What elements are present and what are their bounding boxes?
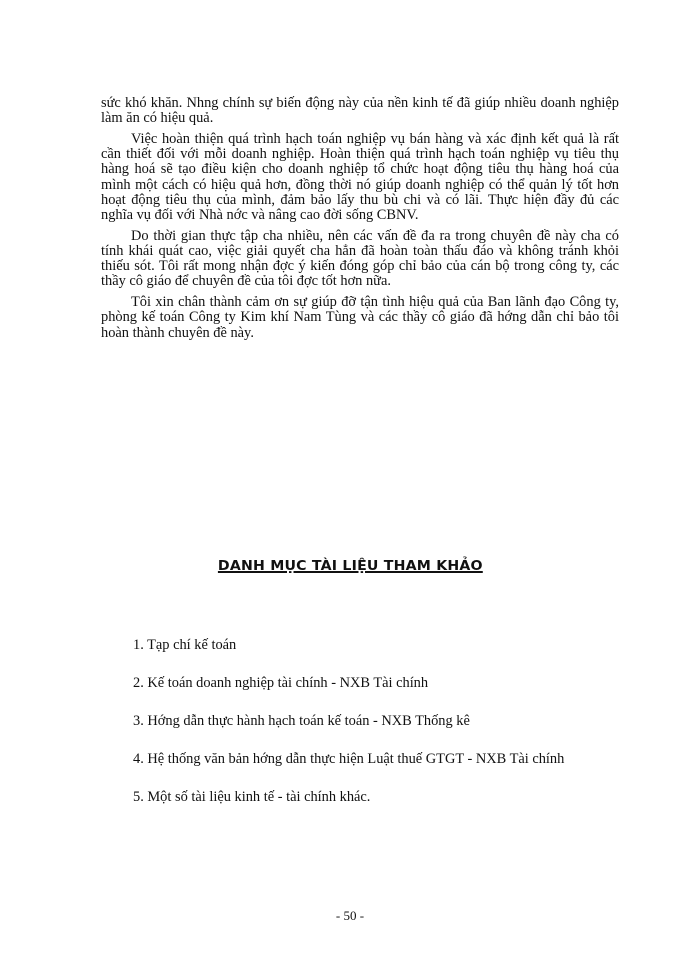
paragraph-4: Tôi xin chân thành cảm ơn sự giúp đỡ tận tình hiệu quả của Ban lãnh đạo Công ty, phòng kế toán Công ty Kim khí Nam Tùng và các thầy cô giáo đã hớng dẫn chỉ bảo tôi hoàn thành chuyên đề này. (101, 294, 619, 341)
references-heading-block (0, 557, 700, 575)
paragraph-3: Do thời gian thực tập cha nhiều, nên các vấn đề đa ra trong chuyên đề này cha có tính khái quát cao, việc giải quyết cha hẳn đã hoàn toàn thấu đáo và không tránh khỏi thiếu sót. Tôi rất mong nhận đợc ý kiến đóng góp chỉ bảo của cán bộ trong công ty, các thầy cô giáo để chuyên đề của tôi đợc tốt hơn nữa. (101, 227, 619, 290)
reference-item-1: 1. Tạp chí kế toán (133, 637, 237, 653)
body-text (101, 96, 619, 346)
reference-item-2: 2. Kế toán doanh nghiệp tài chính - NXB Tài chính (133, 675, 429, 691)
paragraph-1: sức khó khăn. Nhng chính sự biến động này của nền kinh tế đã giúp nhiều doanh nghiệp làm ăn có hiệu quả. (101, 95, 619, 127)
page-number: - 50 - (335, 908, 365, 923)
reference-item-4: 4. Hệ thống văn bản hớng dẫn thực hiện Luật thuế GTGT - NXB Tài chính (133, 751, 565, 767)
reference-item-3: 3. Hớng dẫn thực hành hạch toán kế toán - NXB Thống kê (133, 713, 470, 729)
references-heading: DANH MỤC TÀI LIỆU THAM KHẢO (217, 558, 483, 574)
references-list (133, 636, 653, 826)
reference-item-5: 5. Một số tài liệu kinh tế - tài chính khác. (133, 789, 371, 805)
paragraph-2: Việc hoàn thiện quá trình hạch toán nghiệp vụ bán hàng và xác định kết quả là rất cần thiết đối với mỗi doanh nghiệp. Hoàn thiện quá trình hạch toán nghiệp vụ tiêu thụ hàng hoá sẽ tạo điều kiện cho doanh nghiệp tổ chức hoạt động tiêu thụ hàng hoá của mình một cách có hiệu quả hơn, đồng thời nó giúp doanh nghiệp có thể quản lý tốt hơn hoạt động tiêu thụ của mình, đảm bảo lấy thu bù chi và có lãi. Thực hiện đầy đủ các nghĩa vụ đối với Nhà nớc và nâng cao đời sống CBNV. (101, 131, 619, 224)
